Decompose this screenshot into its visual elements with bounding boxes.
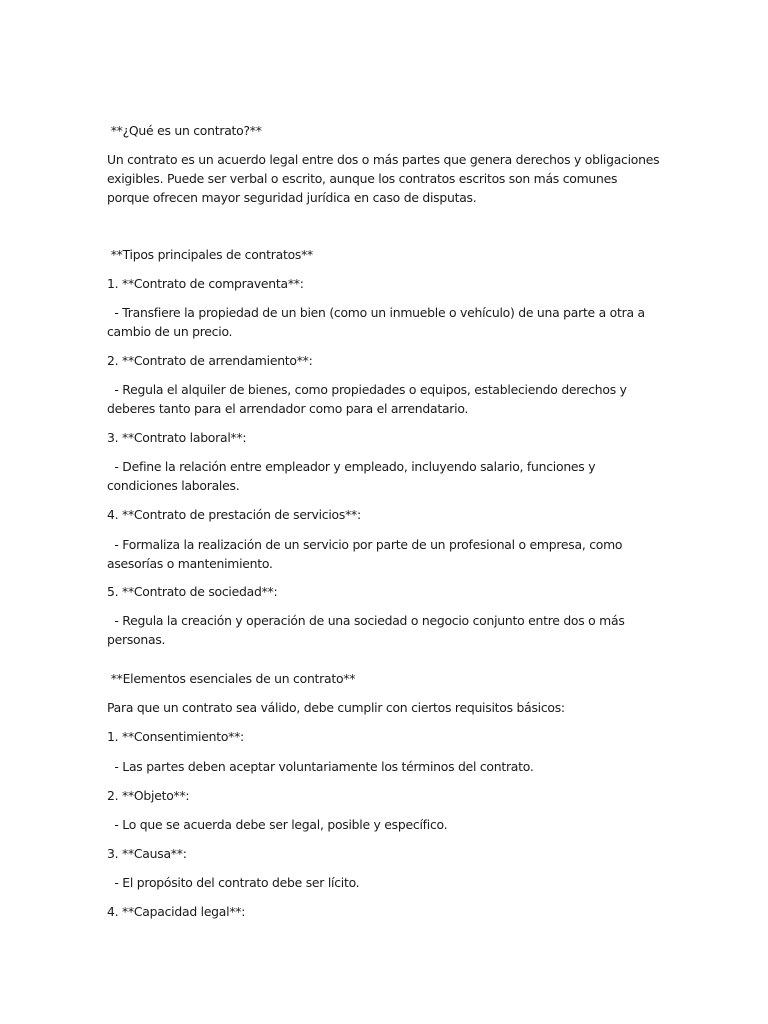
list-item-title: 4. **Capacidad legal**: (107, 904, 246, 919)
list-item-description: - Formaliza la realización de un servicio por parte de un profesional o empresa, como asesorías o mantenimiento. (107, 537, 626, 571)
section-heading-que-es: **¿Qué es un contrato?** (107, 123, 262, 138)
list-item-title: 4. **Contrato de prestación de servicios**: (107, 507, 361, 522)
list-item-title: 2. **Objeto**: (107, 788, 190, 803)
list-item-description: - Regula el alquiler de bienes, como propiedades o equipos, estableciendo derechos y deberes tanto para el arrendador como para el arrendatario. (107, 382, 631, 416)
list-item-title: 2. **Contrato de arrendamiento**: (107, 353, 313, 368)
list-item-title: 3. **Contrato laboral**: (107, 430, 247, 445)
list-item-title: 5. **Contrato de sociedad**: (107, 584, 278, 599)
section-heading-tipos: **Tipos principales de contratos** (107, 247, 313, 262)
paragraph-intro-elementos: Para que un contrato sea válido, debe cumplir con ciertos requisitos básicos: (107, 700, 565, 715)
list-item-title: 1. **Contrato de compraventa**: (107, 276, 304, 291)
list-item-description: - Define la relación entre empleador y empleado, incluyendo salario, funciones y condiciones laborales. (107, 459, 599, 493)
list-item-description: - El propósito del contrato debe ser lícito. (107, 875, 360, 890)
list-item-description: - Regula la creación y operación de una sociedad o negocio conjunto entre dos o más personas. (107, 613, 629, 647)
section-heading-elementos: **Elementos esenciales de un contrato** (107, 671, 356, 686)
list-item-title: 3. **Causa**: (107, 846, 187, 861)
paragraph-definicion: Un contrato es un acuerdo legal entre dos o más partes que genera derechos y obligaciones exigibles. Puede ser verbal o escrito, aunque los contratos escritos son más comunes porque ofrecen mayor seguridad jurídica en caso de disputas. (107, 152, 664, 205)
list-item-description: - Las partes deben aceptar voluntariamente los términos del contrato. (107, 759, 534, 774)
list-item-description: - Lo que se acuerda debe ser legal, posible y específico. (107, 817, 448, 832)
list-item-title: 1. **Consentimiento**: (107, 729, 244, 744)
list-item-description: - Transfiere la propiedad de un bien (como un inmueble o vehículo) de una parte a otra a cambio de un precio. (107, 305, 649, 339)
